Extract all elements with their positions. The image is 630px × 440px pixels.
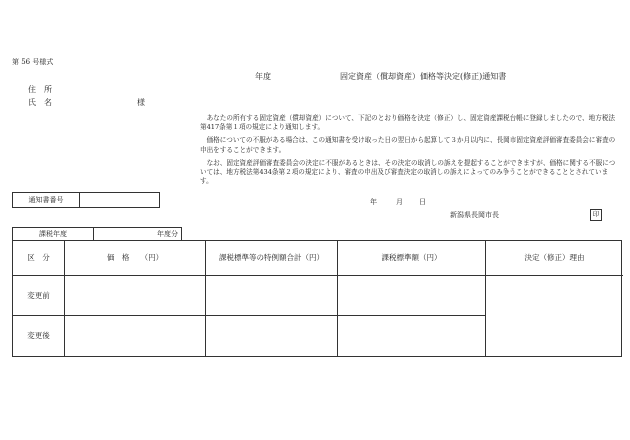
valuation-table <box>12 240 622 357</box>
address-label: 住 所 <box>28 85 52 94</box>
header-tax-base: 課税標準額（円） <box>381 253 442 262</box>
tax-year-label: 課税年度 <box>13 228 94 241</box>
notice-body <box>200 114 618 190</box>
header-category: 区 分 <box>27 253 50 262</box>
date-day: 日 <box>419 198 426 206</box>
seal-mark: 印 <box>590 209 602 221</box>
notice-number-label: 通知書番号 <box>13 193 80 208</box>
honorific: 様 <box>137 98 145 107</box>
notice-paragraph-3: なお、固定資産評価審査委員会の決定に不服があるときは、その決定の取消しの訴えを提起することができますが、価格に関する不服については、地方税法第434条第２項の規定により、審査の申出及び審査決定の取消しの訴えによってのみ争うことができることとされています。 <box>200 158 616 186</box>
header-reason: 決定（修正）理由 <box>524 253 585 262</box>
date-year: 年 <box>370 198 377 206</box>
issuer-name: 新潟県長岡市長 <box>450 211 499 219</box>
notice-number-field[interactable] <box>80 193 160 208</box>
date-month: 月 <box>396 198 403 206</box>
tax-year-box <box>12 227 182 241</box>
row-label-before: 変更前 <box>27 291 50 300</box>
tax-year-suffix: 年度分 <box>94 228 182 241</box>
notice-paragraph-2: 価格についての不服がある場合は、この通知書を受け取った日の翌日から起算して３か月以内に、長岡市固定資産評価審査委員会に審査の申出をすることができます。 <box>200 136 616 154</box>
row-label-after: 変更後 <box>27 331 50 340</box>
form-number: 第 56 号様式 <box>12 58 54 66</box>
header-special-total: 課税標準等の特例額合計（円） <box>219 253 324 262</box>
header-price: 価 格 （円） <box>106 253 164 262</box>
title-year-label: 年度 <box>255 72 271 81</box>
page-title: 固定資産（償却資産）価格等決定(修正)通知書 <box>340 72 507 81</box>
notice-paragraph-1: あなたの所有する固定資産（償却資産）について、下記のとおり価格を決定（修正）し、固定資産課税台帳に登録しましたので、地方税法第417条第１項の規定により通知します。 <box>200 114 616 132</box>
notice-number-box <box>12 192 160 208</box>
name-label: 氏 名 <box>28 98 52 107</box>
